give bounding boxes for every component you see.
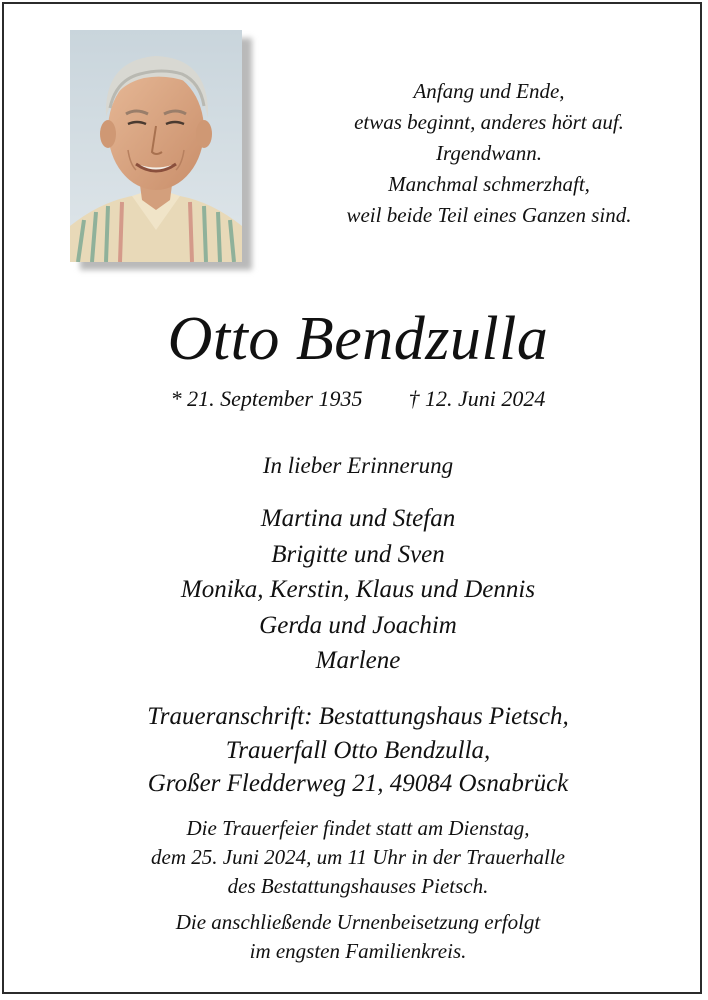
service-line: Die Trauerfeier findet statt am Dienstag, — [186, 816, 530, 840]
poem-line: Irgendwann. — [436, 141, 542, 165]
mourner-entry: Gerda und Joachim — [259, 611, 457, 639]
service-line: dem 25. Juni 2024, um 11 Uhr in der Trauerhalle — [151, 845, 565, 869]
mourner-entry: Monika, Kerstin, Klaus und Dennis — [180, 576, 536, 603]
mourner-entry: Brigitte und Sven — [271, 540, 445, 568]
poem-line: Anfang und Ende, — [413, 79, 565, 103]
poem-line: Manchmal schmerzhaft, — [388, 172, 590, 196]
memory-line: In lieber Erinnerung — [262, 453, 454, 478]
deceased-name: Otto Bendzulla — [167, 305, 549, 373]
portrait-photo-frame — [70, 30, 242, 262]
address-line: Großer Fledderweg 21, 49084 Osnabrück — [147, 770, 569, 797]
poem-line: etwas beginnt, anderes hört auf. — [354, 110, 624, 134]
poem-line: weil beide Teil eines Ganzen sind. — [346, 203, 632, 227]
mourner-entry: Martina und Stefan — [260, 505, 456, 532]
obituary-card — [2, 2, 702, 994]
mourner-entry: Marlene — [315, 647, 401, 674]
condolence-address — [4, 700, 708, 801]
death-date: † 12. Juni 2024 — [408, 386, 546, 411]
address-line: Traueranschrift: Bestattungshaus Pietsch, — [147, 703, 569, 730]
birth-date: * 21. September 1935 — [170, 386, 363, 411]
burial-line: im engsten Familienkreis. — [249, 939, 467, 963]
burial-line: Die anschließende Urnenbeisetzung erfolgt — [175, 910, 541, 934]
poem — [294, 76, 684, 231]
funeral-service-info — [4, 814, 708, 901]
life-dates — [4, 384, 708, 414]
service-line: des Bestattungshauses Pietsch. — [227, 874, 489, 898]
portrait-photo — [70, 30, 242, 262]
portrait-illustration — [70, 30, 242, 262]
burial-info — [4, 908, 708, 966]
mourners-list — [4, 501, 708, 679]
address-line: Trauerfall Otto Bendzulla, — [225, 736, 491, 764]
